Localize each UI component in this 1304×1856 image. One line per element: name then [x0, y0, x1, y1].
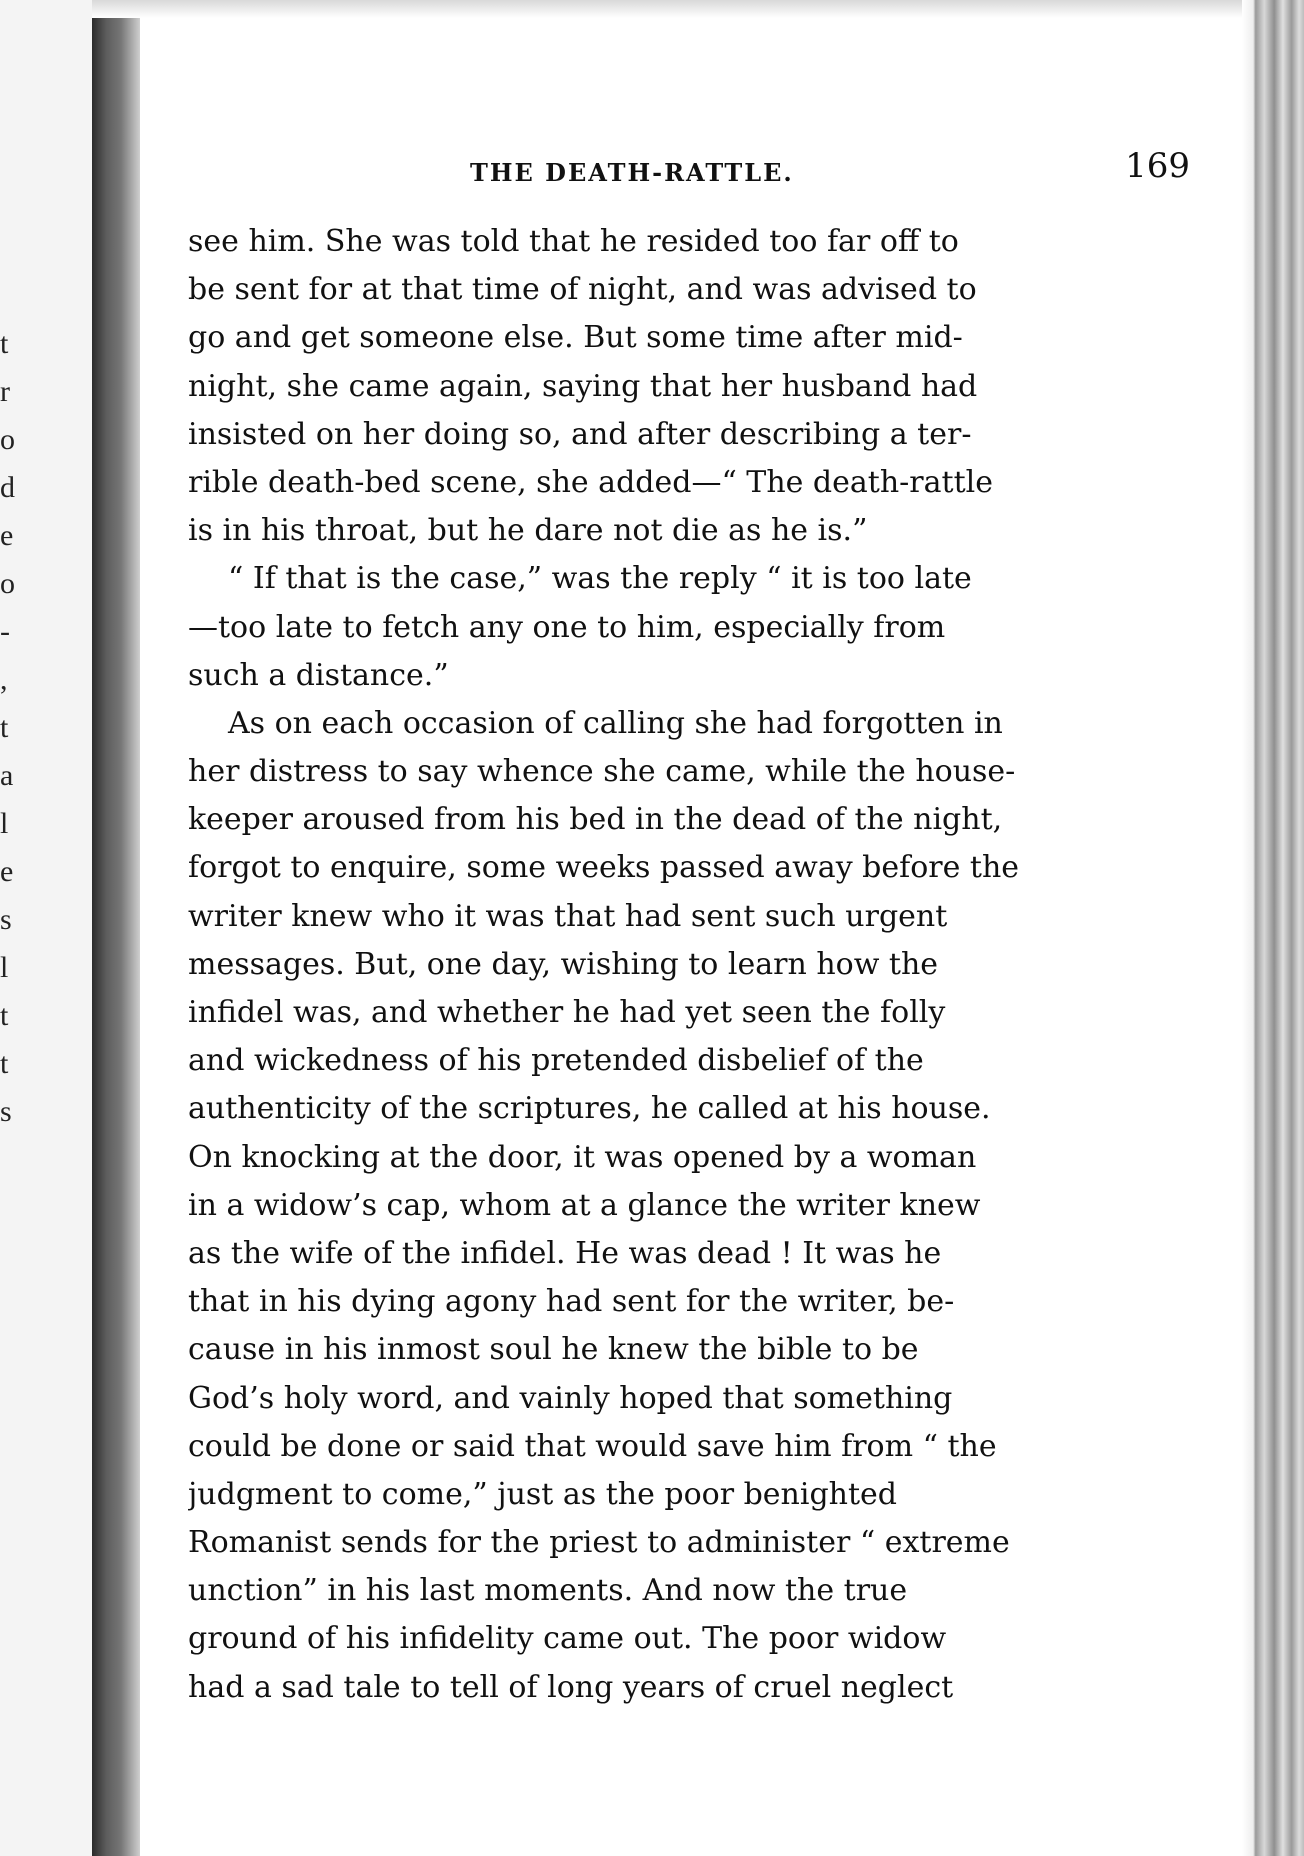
text-line: infidel was, and whether he had yet seen the folly: [188, 995, 946, 1030]
text-line: as the wife of the infidel. He was dead ! It was he: [188, 1235, 942, 1271]
text-line: authenticity of the scriptures, he called at his house.: [188, 1091, 991, 1127]
left-page-edge-letters: [0, 320, 30, 1136]
text-line: insisted on her doing so, and after describing a ter-: [188, 416, 972, 452]
text-line: her distress to say whence she came, while the house-: [188, 754, 1016, 790]
text-line: writer knew who it was that had sent such urgent: [188, 898, 948, 934]
edge-letter: o: [0, 423, 15, 456]
text-line: God’s holy word, and vainly hoped that something: [188, 1380, 953, 1416]
edge-letter: l: [0, 807, 9, 840]
text-line: cause in his inmost soul he knew the bible to be: [188, 1332, 919, 1368]
edge-letter: t: [0, 711, 9, 744]
text-line: see him. She was told that he resided too far off to: [188, 224, 959, 259]
text-line: “ If that is the case,” was the reply “ it is too late: [228, 561, 972, 597]
binding-gutter: [92, 0, 140, 1856]
text-line: forgot to enquire, some weeks passed away before the: [188, 850, 1020, 886]
edge-letter: e: [0, 519, 14, 552]
left-page-strip: [0, 0, 92, 1856]
text-line: be sent for at that time of night, and was advised to: [188, 272, 977, 308]
running-title: THE DEATH-RATTLE.: [470, 158, 794, 187]
text-line: night, she came again, saying that her husband had: [188, 368, 978, 404]
text-line: such a distance.”: [188, 657, 449, 693]
text-line: and wickedness of his pretended disbelief of the: [188, 1043, 924, 1079]
edge-letter: s: [0, 1095, 12, 1128]
text-line: that in his dying agony had sent for the writer, be-: [188, 1284, 955, 1320]
text-line: had a sad tale to tell of long years of cruel neglect: [188, 1669, 954, 1705]
text-line: messages. But, one day, wishing to learn how the: [188, 946, 939, 982]
edge-letter: t: [0, 327, 9, 360]
edge-letter: l: [0, 951, 9, 984]
edge-letter: -: [0, 615, 10, 648]
edge-letter: ,: [0, 663, 8, 696]
text-line: As on each occasion of calling she had forgotten in: [228, 705, 1003, 741]
text-line: is in his throat, but he dare not die as he is.”: [188, 513, 868, 549]
edge-letter: d: [0, 471, 15, 504]
page-edges: [1242, 0, 1304, 1856]
edge-letter: t: [0, 999, 9, 1032]
edge-letter: s: [0, 903, 12, 936]
text-line: could be done or said that would save him from “ the: [188, 1428, 997, 1464]
text-line: rible death-bed scene, she added—“ The death-rattle: [188, 464, 993, 500]
edge-letter: a: [0, 759, 14, 792]
text-line: judgment to come,” just as the poor benighted: [188, 1476, 897, 1512]
text-line: Romanist sends for the priest to administer “ extreme: [188, 1525, 1010, 1561]
running-head: [140, 146, 1240, 196]
edge-letter: o: [0, 567, 15, 600]
text-line: On knocking at the door, it was opened by a woman: [188, 1139, 977, 1175]
body-text: [188, 218, 1108, 1712]
text-line: go and get someone else. But some time after mid-: [188, 320, 963, 356]
top-shadow: [92, 0, 1304, 18]
edge-letter: r: [0, 375, 10, 408]
edge-letter: e: [0, 855, 14, 888]
edge-letter: t: [0, 1047, 9, 1080]
text-line: ground of his infidelity came out. The poor widow: [188, 1621, 947, 1657]
text-line: unction” in his last moments. And now the true: [188, 1573, 908, 1609]
page-number: 169: [1125, 146, 1190, 186]
text-line: keeper aroused from his bed in the dead of the night,: [188, 802, 1003, 838]
text-line: —too late to fetch any one to him, especially from: [188, 609, 946, 645]
text-line: in a widow’s cap, whom at a glance the writer knew: [188, 1187, 981, 1223]
book-page: [140, 18, 1240, 1838]
